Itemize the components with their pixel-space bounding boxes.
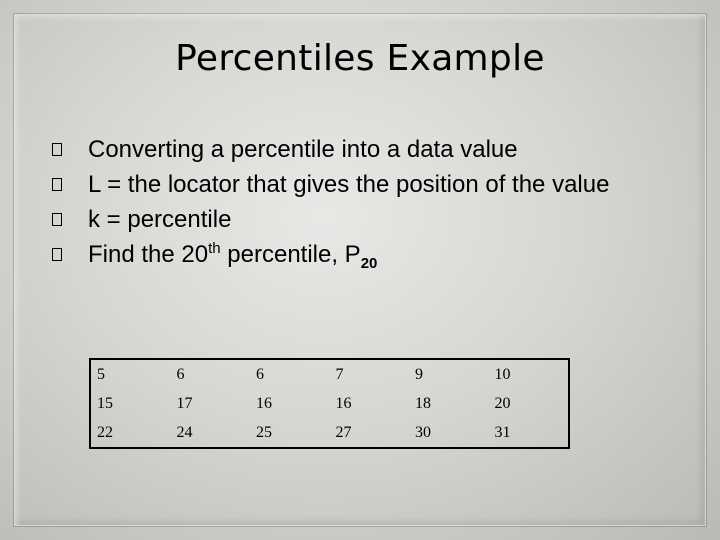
slide-title: Percentiles Example <box>175 38 545 79</box>
table-cell: 27 <box>335 423 352 441</box>
square-bullet-icon <box>52 143 62 156</box>
bullet-item <box>52 132 652 167</box>
table-cell: 20 <box>494 394 511 412</box>
table-cell: 17 <box>176 394 193 412</box>
table-cell: 15 <box>97 394 113 412</box>
table-cell: 24 <box>176 423 193 441</box>
square-bullet-icon <box>52 248 62 261</box>
bullet-item <box>52 167 652 202</box>
table-cell: 16 <box>256 394 272 412</box>
bullet-text-prefix: Find the 20 <box>88 241 209 268</box>
square-bullet-icon <box>52 213 62 226</box>
table-row <box>90 418 569 448</box>
square-bullet-icon <box>52 178 62 191</box>
table-cell: 7 <box>335 365 344 383</box>
table-cell: 16 <box>335 394 352 412</box>
table-cell: 30 <box>415 423 431 441</box>
table-row <box>90 359 569 389</box>
table-cell: 25 <box>256 423 272 441</box>
percentile-subscript: 20 <box>360 255 378 272</box>
table-cell: 10 <box>494 365 511 383</box>
data-table <box>89 358 570 449</box>
ordinal-suffix: th <box>208 240 221 257</box>
table-cell: 6 <box>176 365 185 383</box>
bullet-text: Converting a percentile into a data value <box>88 136 518 163</box>
bullet-list <box>52 132 652 272</box>
table-cell: 18 <box>415 394 431 412</box>
table-cell: 5 <box>97 365 105 383</box>
bullet-text-middle: percentile, P <box>220 241 361 268</box>
title-area <box>0 38 720 79</box>
table-cell: 9 <box>415 365 423 383</box>
table-cell: 31 <box>494 423 511 441</box>
bullet-text: k = percentile <box>88 206 232 233</box>
table-row <box>90 389 569 418</box>
bullet-item <box>52 237 652 272</box>
bullet-text: L = the locator that gives the position of the value <box>88 171 610 198</box>
table-cell: 22 <box>97 423 113 441</box>
table-cell: 6 <box>256 365 264 383</box>
bullet-item <box>52 202 652 237</box>
